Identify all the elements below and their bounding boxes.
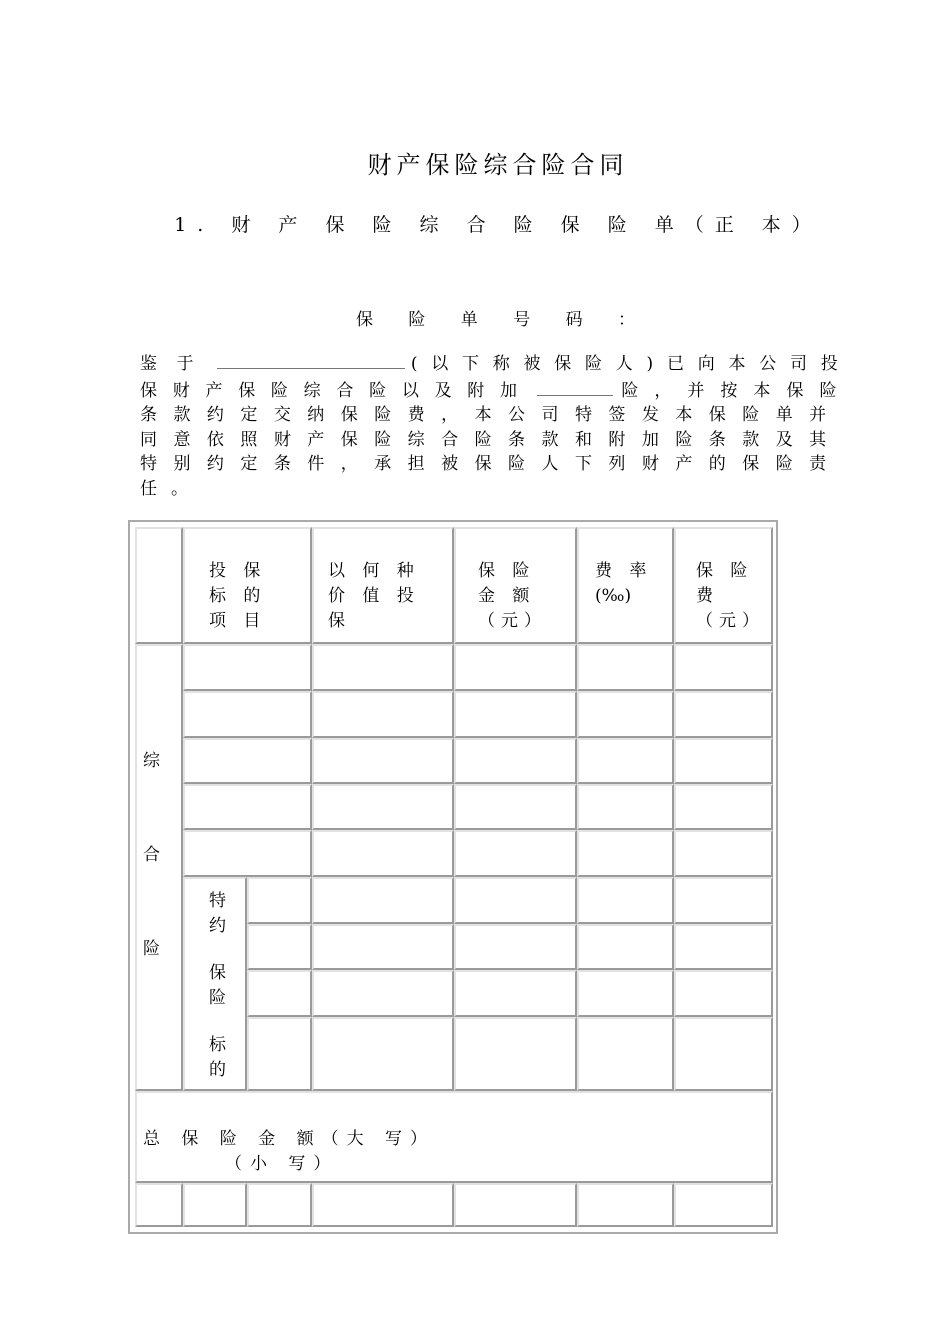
table-cell[interactable] [577,970,674,1017]
table-cell[interactable] [454,924,577,970]
table-cell[interactable] [312,924,454,970]
document-subtitle: 1. 财 产 保 险 综 合 险 保 险 单（正 本） [174,214,822,236]
policy-paragraph [140,350,850,502]
table-cell[interactable] [312,644,454,691]
table-cell[interactable] [247,1183,312,1227]
table-cell[interactable] [454,1017,577,1091]
total-sum-small-label: （小 写） [225,1154,339,1174]
table-cell[interactable] [674,738,773,784]
table-cell[interactable] [247,877,312,924]
table-cell[interactable] [577,644,674,691]
row-group-label: 综 [143,751,160,771]
total-sum-cell[interactable] [135,1091,773,1183]
paragraph-line: 特别约定条件，承担被保险人下列财产的保险责 [140,454,837,475]
table-cell[interactable] [577,691,674,738]
table-cell[interactable] [674,830,773,877]
paragraph-line: 任。 [140,478,202,499]
policy-number-label: 保 险 单 号 码 ： [356,310,651,330]
table-cell[interactable] [454,970,577,1017]
table-cell[interactable] [577,784,674,830]
table-cell[interactable] [454,830,577,877]
table-cell[interactable] [454,784,577,830]
table-cell[interactable] [312,1017,454,1091]
table-cell[interactable] [312,691,454,738]
header-item: 投 保 标 的 项 目 [183,527,312,644]
row-group-label-cell [135,644,183,1091]
row-group-label: 合 [143,845,160,865]
table-cell[interactable] [247,1017,312,1091]
table-cell[interactable] [312,784,454,830]
table-cell[interactable] [454,738,577,784]
table-cell[interactable] [577,877,674,924]
table-cell[interactable] [454,644,577,691]
table-cell[interactable] [135,1183,183,1227]
table-cell[interactable] [577,1183,674,1227]
special-agreement-label-cell [183,877,247,1091]
table-cell[interactable] [183,691,312,738]
special-label-char: 的 [209,1060,226,1080]
table-cell[interactable] [674,691,773,738]
insurance-table [128,520,778,1234]
paragraph-line: 鉴于 (以下称被保险人)已向本公司投 [140,350,850,377]
header-premium: 保 险 费 （元） [674,527,773,644]
table-cell[interactable] [674,1183,773,1227]
paragraph-line: 条款约定交纳保险费，本公司特签发本保险单并 [140,405,837,426]
special-label-char: 险 [209,988,226,1008]
table-cell[interactable] [577,1017,674,1091]
table-cell[interactable] [577,738,674,784]
table-cell[interactable] [454,691,577,738]
table-cell[interactable] [454,877,577,924]
header-basis: 以 何 种 价 值 投 保 [312,527,454,644]
table-cell[interactable] [674,877,773,924]
table-cell[interactable] [454,1183,577,1227]
table-cell[interactable] [674,644,773,691]
table-cell[interactable] [674,924,773,970]
table-cell[interactable] [577,830,674,877]
row-group-label: 险 [143,939,160,959]
table-cell[interactable] [674,1017,773,1091]
table-cell[interactable] [247,924,312,970]
paragraph-line: 保财产保险综合险以及附加 险，并按本保险 [140,377,850,404]
special-label-char: 保 [209,963,226,983]
total-sum-label: 总 保 险 金 额（大 写） [143,1129,436,1149]
special-label-char: 约 [209,916,226,936]
table-cell[interactable] [674,970,773,1017]
table-cell[interactable] [247,970,312,1017]
table-cell[interactable] [312,830,454,877]
paragraph-line: 同意依照财产保险综合险条款和附加险条款及其 [140,429,837,450]
special-label-char: 标 [209,1035,226,1055]
table-cell[interactable] [183,1183,247,1227]
additional-risk-blank[interactable] [537,377,613,396]
special-label-char: 特 [209,891,226,911]
table-cell[interactable] [674,784,773,830]
table-cell[interactable] [312,1183,454,1227]
document-title: 财产保险综合险合同 [367,151,629,179]
header-sum-insured: 保 险 金 额 （元） [454,527,577,644]
header-rate: 费 率 (‰) [577,527,674,644]
header-corner-cell [135,527,183,644]
table-cell[interactable] [183,644,312,691]
table-cell[interactable] [312,738,454,784]
table-cell[interactable] [577,924,674,970]
table-cell[interactable] [183,784,312,830]
table-cell[interactable] [312,877,454,924]
insured-name-blank[interactable] [217,350,405,369]
table-cell[interactable] [183,830,312,877]
table-cell[interactable] [312,970,454,1017]
table-cell[interactable] [183,738,312,784]
